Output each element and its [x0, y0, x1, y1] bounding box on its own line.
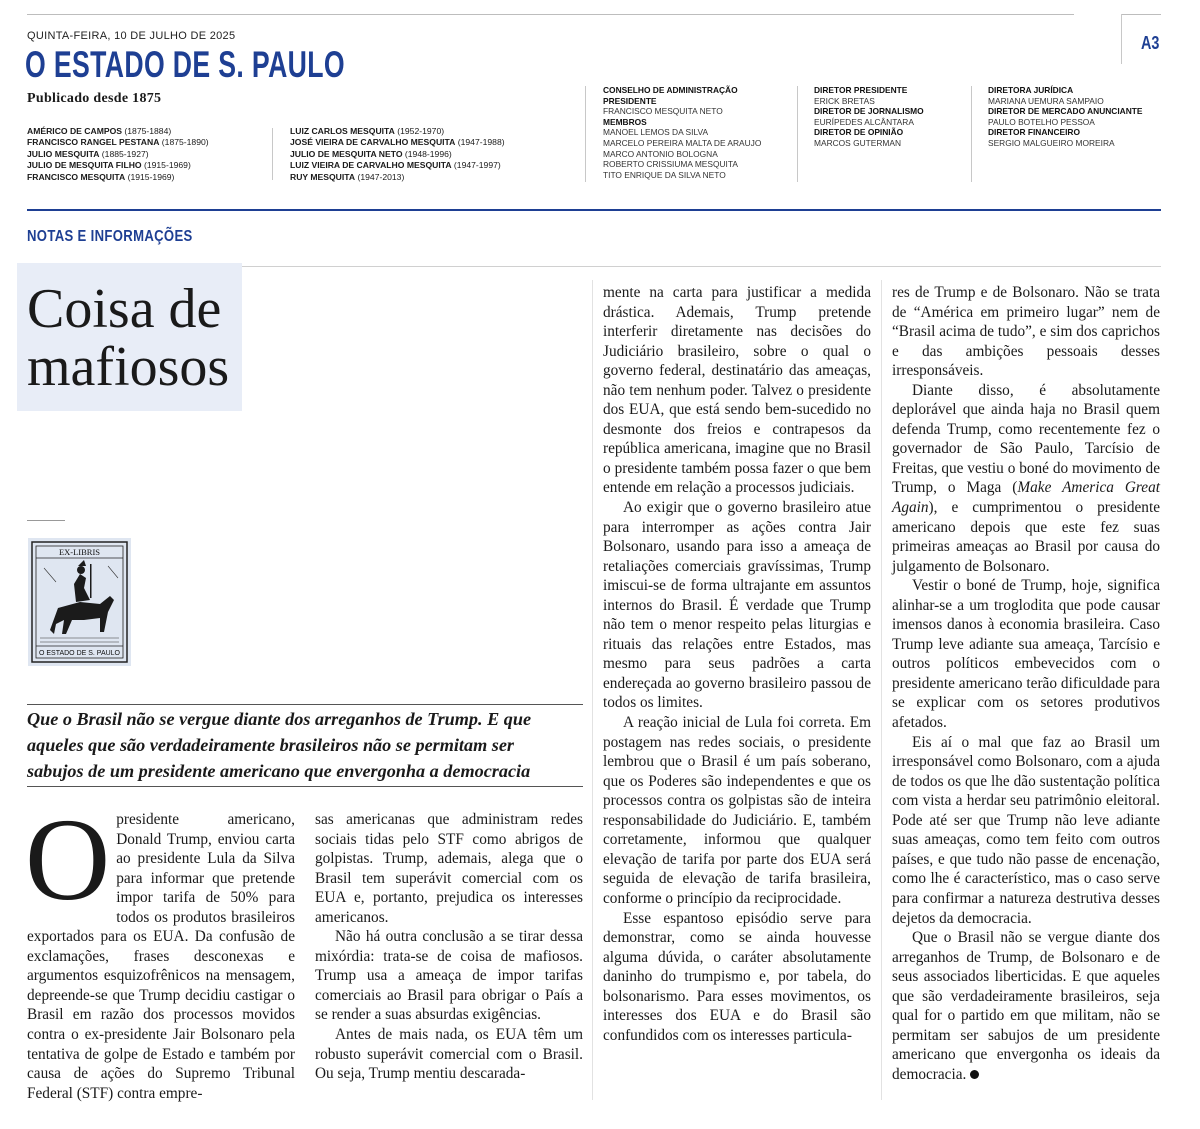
founder-entry [290, 149, 505, 160]
article-italic-text: Make America Great Again [892, 479, 1160, 517]
founder-name: LUIZ CARLOS MESQUITA [290, 126, 395, 136]
article-paragraph: Ao exigir que o governo brasileiro atue para interromper as ações contra Jair Bolsonaro, usando para isso a ameaça de retaliações comerciais gravíssimas, Trump imiscui-se de forma ultrajante em assuntos internos do Brasil. É verdade que Trump não tem o menor respeito pelas liturgias e rituais das relações entre Estados, mas mesmo para seus padrões a carta endereçada ao governo brasileiro passou de todos os limites. [603, 499, 871, 712]
founder-entry [290, 137, 505, 148]
founder-entry [290, 172, 505, 183]
founder-name: AMÉRICO DE CAMPOS [27, 126, 123, 136]
founder-entry [27, 172, 209, 183]
founder-name: RUY MESQUITA [290, 171, 356, 182]
article-column-2 [315, 810, 583, 1084]
founder-name: LUIZ VIEIRA DE CARVALHO MESQUITA [290, 160, 452, 171]
founder-years: (1875-1890) [159, 137, 209, 148]
board-title: DIRETORA JURÍDICA [988, 85, 1074, 95]
board-member: ERICK BRETAS [814, 95, 875, 106]
founder-name: JOSÉ VIEIRA DE CARVALHO MESQUITA [290, 137, 456, 148]
founder-entry [290, 160, 505, 171]
board-member: FRANCISCO MESQUITA NETO [603, 106, 723, 117]
article-text: presidente americano, Donald Trump, enviou carta ao presidente Lula da Silva para informar que pretende impor tarifa de 50% para todos os produtos brasileiros exportados para os EUA. Da confusão de exclamações, frases desconexas e argumentos esquizofrênicos na mensagem, depreende-se que Trump decidiu castigar o Brasil em razão dos processos movidos contra o ex-presidente Jair Bolsonaro pela tentativa de golpe de Estado e também por causa de ações do Supremo Tribunal Federal (STF) contra empre- [27, 811, 295, 1102]
founder-entry [290, 126, 505, 137]
subhead [27, 706, 587, 784]
founder-entry [27, 126, 209, 137]
headline-line-2: mafiosos [27, 336, 230, 398]
board-column-administration [603, 85, 761, 180]
subhead-line-3: sabujos de um presidente americano que envergonha a democracia [27, 761, 531, 781]
board-member: ROBERTO CRISSIUMA MESQUITA [603, 159, 738, 170]
article-paragraph: sas americanas que administram redes sociais tidas pelo STF como abrigos de golpistas. Trump, ademais, alega que o Brasil tem superávit comercial com os EUA e, portanto, prejudica os interesses americanos. [315, 811, 583, 926]
article-paragraph [892, 928, 1160, 1084]
article-paragraph: res de Trump e de Bolsonaro. Não se trata de “América em primeiro lugar” nem de “Brasil acima de tudo”, e sim dos caprichos e das ambições pessoais desses irresponsáveis. [892, 284, 1160, 380]
board-member: TITO ENRIQUE DA SILVA NETO [603, 169, 726, 180]
board-separator-1 [585, 86, 586, 182]
founder-years: (1885-1927) [99, 148, 149, 159]
column-separator [881, 280, 882, 1100]
article-column-1 [25, 794, 295, 1103]
published-since: Publicado desde 1875 [27, 91, 162, 106]
board-member: SERGIO MALGUEIRO MOREIRA [988, 137, 1115, 148]
article-paragraph: A reação inicial de Lula foi correta. Em postagem nas redes sociais, o presidente lembrou que o Brasil é um país soberano, que os Poderes são independentes e que os processos contra os golpistas são de inteira responsabilidade do Judiciário. E, também corretamente, informou que qualquer elevação de tarifa por parte dos EUA será seguida de elevação de tarifa brasileira, conforme o princípio da reciprocidade. [603, 714, 871, 907]
board-column-legal-finance [988, 85, 1142, 149]
article-paragraph: Não há outra conclusão a se tirar dessa mixórdia: trata-se de coisa de mafiosos. Trump usa a ameaça de impor tarifas comerciais ao Brasil para obrigar o País a se render a suas absurdas exigências. [315, 928, 583, 1024]
founder-entry [27, 137, 209, 148]
short-rule [27, 520, 65, 521]
board-member: MARCO ANTONIO BOLOGNA [603, 148, 718, 159]
board-separator-3 [971, 86, 972, 182]
headline-line-1: Coisa de [27, 278, 222, 340]
founder-years: (1952-1970) [394, 126, 445, 136]
founders-separator [272, 128, 273, 180]
article-paragraph: Eis aí o mal que faz ao Brasil um irresponsável como Bolsonaro, com a ajuda de todos os que lhe dão sustentação política com vista a herdar seu patrimônio eleitoral. Pode até ser que Trump não leve adiante suas ameaças, como tem feito com outros países, e que tudo não passe de encenação, como lhe é característico, mas o caso serve para confirmar a natureza destrutiva desses dejetos da democracia. [892, 733, 1160, 927]
end-mark-icon [970, 1070, 979, 1079]
board-member: MARCOS GUTERMAN [814, 137, 902, 148]
board-member: MARCELO PEREIRA MALTA DE ARAUJO [603, 137, 762, 148]
dateline: QUINTA-FEIRA, 10 DE JULHO DE 2025 [27, 30, 236, 42]
page-number: A3 [1141, 33, 1160, 53]
article-paragraph: mente na carta para justificar a medida drástica. Ademais, Trump pretende interferir diretamente nas decisões do Judiciário brasileiro, sobre o qual o governo federal, destinatário das ameaças, não tem nenhum poder. Talvez o presidente dos EUA, que está sendo bem-sucedido no desmonte dos freios e contrapesos da república americana, imagine que no Brasil o presidente também possa fazer o que bem entende em relação a processos judiciais. [603, 284, 871, 497]
founder-entry [27, 149, 209, 160]
founder-years: (1947-2013) [355, 171, 405, 182]
board-member: EURÍPEDES ALCÂNTARA [814, 116, 914, 127]
ex-libris-bottom-label: O ESTADO DE S. PAULO [38, 650, 121, 657]
board-title: DIRETOR FINANCEIRO [988, 127, 1080, 138]
page-number-separator [1121, 14, 1122, 64]
subhead-bottom-rule [27, 786, 583, 787]
founder-years: (1875-1884) [122, 126, 172, 136]
board-title: MEMBROS [603, 116, 647, 127]
article-paragraph: Esse espantoso episódio serve para demonstrar, como se ainda houvesse alguma dúvida, o caráter absolutamente daninho do trumpismo e, por tabela, do bolsonarismo. Para esses movimentos, os interesses dos EUA e do Brasil são confundidos com os interesses particula- [603, 909, 871, 1044]
board-title: DIRETOR DE MERCADO ANUNCIANTE [988, 106, 1143, 117]
board-member: MARIANA UEMURA SAMPAIO [988, 95, 1104, 106]
founder-name: JULIO DE MESQUITA FILHO [27, 160, 142, 171]
drop-cap: O [25, 794, 111, 925]
founders-list-left [27, 126, 209, 183]
subhead-line-1: Que o Brasil não se vergue diante dos arreganhos de Trump. E que [27, 709, 532, 729]
subhead-top-rule [27, 704, 583, 705]
founder-years: (1947-1988) [455, 137, 505, 148]
article-paragraph [892, 381, 1160, 576]
founder-years: (1947-1997) [451, 160, 501, 171]
ex-libris-top-label: EX-LIBRIS [58, 547, 101, 557]
board-member: MANOEL LEMOS DA SILVA [603, 127, 709, 138]
board-title: DIRETOR PRESIDENTE [814, 85, 908, 95]
board-separator-2 [797, 86, 798, 182]
article-paragraph: Vestir o boné de Trump, hoje, significa alinhar-se a um troglodita que pode causar imensos danos à economia brasileira. Caso Trump leve adiante sua ameaça, Tarcísio e outros políticos embevecidos com o presidente americano terão dificuldade para se explicar com os setores produtivos afetados. [892, 577, 1160, 732]
masthead: O ESTADO DE S. PAULO [25, 44, 346, 85]
founder-years: (1915-1969) [141, 160, 191, 171]
founder-name: JULIO DE MESQUITA NETO [290, 148, 403, 159]
section-title: NOTAS E INFORMAÇÕES [27, 228, 193, 245]
board-title: PRESIDENTE [603, 95, 657, 106]
horseman-illustration [28, 538, 131, 666]
founders-list-right [290, 126, 505, 183]
ex-libris-emblem [28, 538, 131, 666]
headline [27, 280, 229, 396]
article-text: ), e cumprimentou o presidente americano depois que este fez suas primeiras ameaças ao Brasil por causa do julgamento de Bolsonaro. [892, 499, 1160, 575]
board-title: CONSELHO DE ADMINISTRAÇÃO [603, 85, 738, 95]
founder-years: (1915-1969) [125, 171, 175, 182]
founder-name: FRANCISCO MESQUITA [27, 171, 126, 182]
top-rule-right [1121, 14, 1161, 15]
article-paragraph [25, 794, 295, 1103]
subhead-line-2: aqueles que são verdadeiramente brasileiros não se permitam ser [27, 735, 515, 755]
column-separator [592, 280, 593, 1100]
board-title: DIRETOR DE JORNALISMO [814, 106, 924, 117]
founder-name: FRANCISCO RANGEL PESTANA [27, 137, 160, 148]
founder-name: JULIO MESQUITA [27, 148, 100, 159]
article-text: Que o Brasil não se vergue diante dos arreganhos de Trump, de Bolsonaro e de seus associados liberticidas. E que aqueles que são verdadeiramente brasileiros, seja qual for o partido em que militam, não se permitam ser sabujos de um presidente americano que envergonha os ideais da democracia. [892, 929, 1160, 1083]
founder-years: (1948-1996) [402, 148, 452, 159]
article-column-3 [603, 283, 871, 1045]
founder-entry [27, 160, 209, 171]
article-text: Diante disso, é absolutamente deplorável que ainda haja no Brasil quem defenda Trump, como recentemente fez o governador de São Paulo, Tarcísio de Freitas, que vestiu o boné do movimento de Trump, o Maga ( [892, 381, 1160, 497]
article-column-4 [892, 283, 1160, 1084]
article-paragraph: Antes de mais nada, os EUA têm um robusto superávit comercial com o Brasil. Ou seja, Trump mentiu descarada- [315, 1026, 583, 1083]
masthead-bottom-rule [27, 209, 1161, 211]
top-rule-left [27, 14, 1074, 15]
board-column-directors [814, 85, 924, 149]
board-title: DIRETOR DE OPINIÃO [814, 127, 904, 138]
board-member: PAULO BOTELHO PESSOA [988, 116, 1095, 127]
